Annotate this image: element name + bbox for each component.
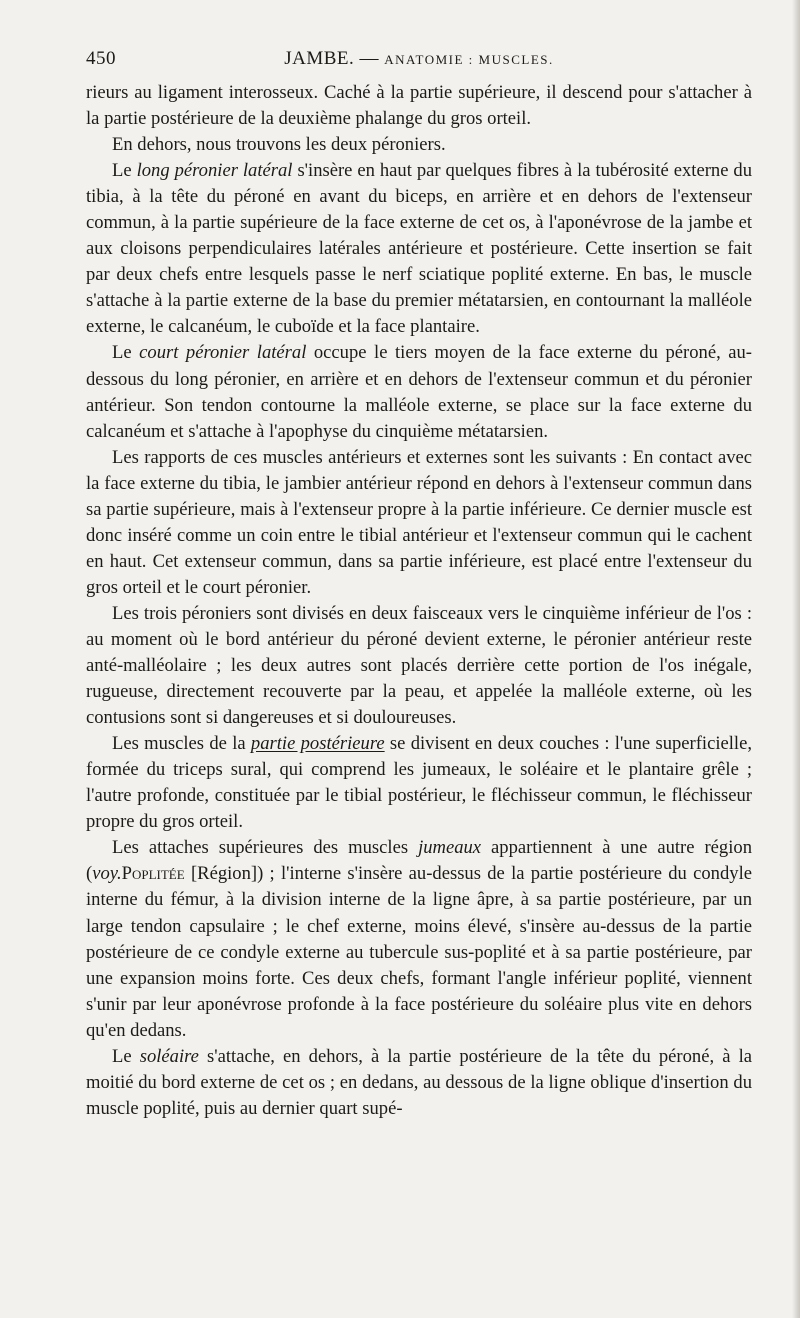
paragraph-soleaire: Le soléaire s'attache, en dehors, à la partie postérieure de la tête du péroné, à la moitié du bord externe de cet os ; en dedans, au dessous de la ligne oblique d'insertion du muscle poplité, puis au dernier quart supé- <box>86 1045 752 1119</box>
paragraph-trois-peroniers: Les trois péroniers sont divisés en deux faisceaux vers le cinquième inférieur de l'os : au moment où le bord antérieur du péroné devient externe, le péronier antérieur reste anté-malléolaire ; les deux autres sont placés derrière cette portion de l'os inégale, rugueuse, directement recouverte par la peau, et appelée la malléole externe, où les contusions sont si dangereuses et si douloureuses. <box>86 602 752 729</box>
paragraph-long-peronier: Le long péronier latéral s'insère en haut par quelques fibres à la tubérosité externe du tibia, à la tête du péroné en avant du biceps, en arrière et en dehors de l'extenseur commun, à la partie supérieure de la face externe de cet os, à l'aponévrose de la jambe et aux cloisons perpendiculaires latérales antérieure et postérieure. Cette insertion se fait par deux chefs entre lesquels passe le nerf sciatique poplité externe. En bas, le muscle s'attache à la partie externe de la base du premier métatarsien, en contournant la malléole externe, le calcanéum, le cuboïde et la face plantaire. <box>86 160 753 338</box>
term-court-peronier: court péronier latéral <box>139 342 307 364</box>
term-jumeaux: jumeaux <box>418 837 482 859</box>
term-soleaire: soléaire <box>139 1045 199 1067</box>
header-title <box>86 48 752 70</box>
paragraph-partie-posterieure: Les muscles de la partie postérieure se divisent en deux couches : l'une superficielle, formée du triceps sural, qui comprend les jumeaux, le soléaire et le plantaire grêle ; l'autre profonde, constituée par le tibial postérieur, le fléchisseur commun, le fléchisseur propre du gros orteil. <box>86 733 753 833</box>
term-partie-posterieure: partie postérieure <box>250 733 385 755</box>
header-subtitle: ANATOMIE : MUSCLES. <box>384 52 554 67</box>
abbr-voy: voy. <box>92 863 122 885</box>
header-dash: — <box>354 48 385 69</box>
paragraph-1: rieurs au ligament interosseux. Caché à la partie supérieure, il descend pour s'attacher à la partie postérieure de la deuxième phalange du gros orteil. <box>86 82 752 130</box>
paragraph-rapports: Les rapports de ces muscles antérieurs et externes sont les suivants : En contact avec la face externe du tibia, le jambier antérieur répond en dehors à l'extenseur commun dans sa partie supérieure, mais à l'extenseur propre à la partie inférieure. Ce dernier muscle est donc inséré comme un coin entre le tibial antérieur et l'extenseur commun qui le cachent en haut. Cet extenseur commun, dans sa partie inférieure, est placé entre l'extenseur du gros orteil et le court péronier. <box>86 446 752 598</box>
term-long-peronier: long péronier latéral <box>136 160 293 182</box>
cross-ref-poplitee: Poplitée <box>121 863 185 885</box>
header-title-main: JAMBE. <box>284 48 355 69</box>
page-number: 450 <box>86 48 116 69</box>
page-gutter-shadow <box>792 0 800 1318</box>
paragraph-2: En dehors, nous trouvons les deux péroniers. <box>112 134 446 156</box>
body-text <box>86 80 752 1122</box>
running-header <box>86 44 752 80</box>
paragraph-court-peronier: Le court péronier latéral occupe le tiers moyen de la face externe du péroné, au-dessous du long péronier, en arrière et en dehors de l'extenseur commun et du péronier antérieur. Son tendon contourne la malléole externe, se place sur la face externe du calcanéum et s'attache à l'apophyse du cinquième métatarsien. <box>86 342 752 442</box>
paragraph-jumeaux: Les attaches supérieures des muscles jumeaux appartiennent à une autre région (voy.Poplitée [Région]) ; l'interne s'insère au-dessus de la partie postérieure du condyle interne du fémur, à la division interne de la ligne âpre, à sa partie postérieure, par un large tendon capsulaire ; le chef externe, moins élevé, s'insère au-dessus de la partie postérieure de ce condyle externe au tubercule sus-poplité et à sa partie postérieure, par une expansion moins forte. Ces deux chefs, formant l'angle inférieur poplité, viennent s'unir par leur aponévrose profonde à la face postérieure du soléaire plus vite en dehors qu'en dedans. <box>86 837 752 1041</box>
